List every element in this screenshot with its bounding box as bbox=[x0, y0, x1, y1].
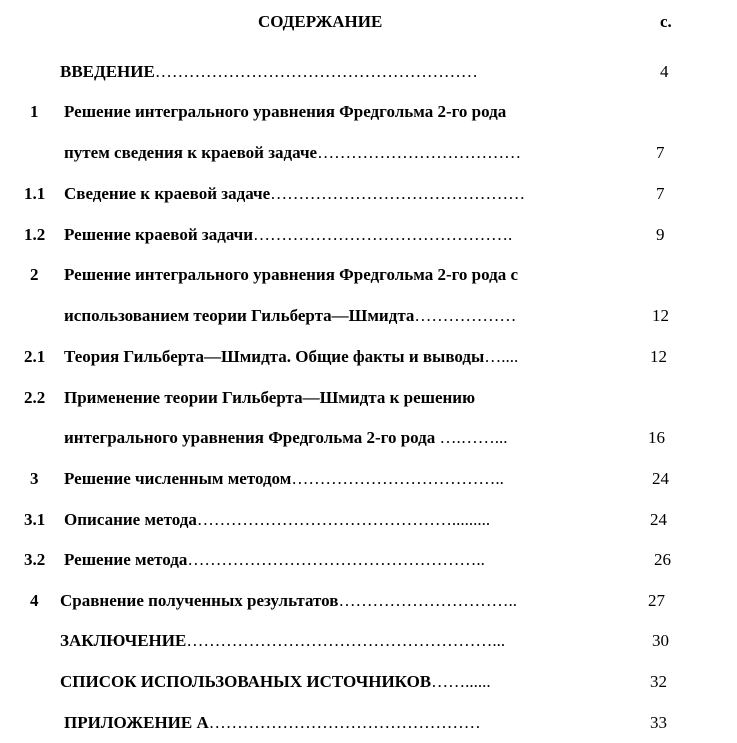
toc-entry-leader: ….... bbox=[484, 347, 519, 366]
toc-entry-page: 12 bbox=[650, 347, 667, 366]
toc-entry-number: 2.2 bbox=[24, 388, 46, 407]
toc-entry-section-4[interactable] bbox=[60, 591, 517, 611]
toc-entry-text: Сравнение полученных результатов bbox=[60, 591, 339, 610]
toc-entry-number: 2.1 bbox=[24, 347, 46, 366]
toc-entry-page: 7 bbox=[656, 184, 665, 203]
toc-entry-text: Описание метода bbox=[64, 510, 197, 529]
toc-entry-section-1-cont[interactable] bbox=[64, 143, 521, 163]
toc-entry-number: 3 bbox=[30, 469, 39, 488]
toc-entry-text: использованием теории Гильберта—Шмидта bbox=[64, 306, 415, 325]
toc-entry-section-3-2[interactable] bbox=[64, 550, 485, 570]
toc-entry-section-2-2[interactable] bbox=[64, 388, 475, 408]
toc-entry-number: 1.1 bbox=[24, 184, 46, 203]
toc-entry-text: Решение краевой задачи bbox=[64, 225, 254, 244]
toc-entry-section-1-1[interactable] bbox=[64, 184, 525, 204]
toc-entry-text: Решение численным методом bbox=[64, 469, 292, 488]
toc-entry-leader: ……………………………………… bbox=[270, 184, 526, 203]
toc-entry-section-2-1[interactable] bbox=[64, 347, 518, 367]
toc-entry-appendix-a[interactable] bbox=[64, 713, 481, 733]
toc-entry-leader: ………………………………………......... bbox=[196, 510, 491, 529]
toc-entry-page: 24 bbox=[650, 510, 667, 529]
toc-entry-number: 3.2 bbox=[24, 550, 46, 569]
toc-entry-section-1-2[interactable] bbox=[64, 225, 512, 245]
toc-entry-text: Решение интегрального уравнения Фредгольма 2-го рода bbox=[64, 102, 507, 121]
toc-entry-text: ЗАКЛЮЧЕНИЕ bbox=[60, 631, 187, 650]
toc-entry-page: 24 bbox=[652, 469, 669, 488]
toc-title: СОДЕРЖАНИЕ bbox=[258, 12, 383, 31]
toc-entry-leader: ……………… bbox=[414, 306, 517, 325]
toc-entry-references[interactable] bbox=[60, 672, 491, 692]
toc-entry-leader: …………………………………………….. bbox=[187, 550, 485, 569]
toc-entry-section-2-cont[interactable] bbox=[64, 306, 516, 326]
toc-entry-text: ВВЕДЕНИЕ bbox=[60, 62, 155, 81]
toc-entry-text: путем сведения к краевой задаче bbox=[64, 143, 318, 162]
toc-entry-number: 1.2 bbox=[24, 225, 46, 244]
toc-entry-leader: ……………………………… bbox=[317, 143, 522, 162]
toc-entry-section-2-2-cont[interactable] bbox=[64, 428, 508, 448]
toc-entry-leader: ………………………………………. bbox=[253, 225, 513, 244]
toc-entry-section-2[interactable] bbox=[64, 265, 518, 285]
toc-entry-text: Решение метода bbox=[64, 550, 188, 569]
toc-entry-page: 9 bbox=[656, 225, 665, 244]
toc-entry-leader: ………………………………………………... bbox=[186, 631, 506, 650]
toc-entry-page: 33 bbox=[650, 713, 667, 732]
toc-entry-page: 16 bbox=[648, 428, 665, 447]
toc-entry-conclusion[interactable] bbox=[60, 631, 505, 651]
toc-entry-text: Решение интегрального уравнения Фредгольма 2-го рода с bbox=[64, 265, 519, 284]
toc-entry-page: 32 bbox=[650, 672, 667, 691]
toc-entry-number: 3.1 bbox=[24, 510, 46, 529]
toc-entry-text: Применение теории Гильберта—Шмидта к решению bbox=[64, 388, 476, 407]
page-column-label: с. bbox=[660, 12, 672, 31]
toc-entry-text: Теория Гильберта—Шмидта. Общие факты и выводы bbox=[64, 347, 485, 366]
toc-entry-leader: ………………………………………… bbox=[208, 713, 481, 732]
toc-entry-introduction[interactable] bbox=[60, 62, 478, 82]
toc-entry-text: ПРИЛОЖЕНИЕ А bbox=[64, 713, 209, 732]
toc-entry-text: интегрального уравнения Фредгольма 2-го рода bbox=[64, 428, 436, 447]
toc-entry-page: 4 bbox=[660, 62, 669, 81]
toc-entry-section-3[interactable] bbox=[64, 469, 504, 489]
toc-entry-section-1[interactable] bbox=[64, 102, 506, 122]
toc-entry-leader: ………………………………………………… bbox=[154, 62, 478, 81]
toc-entry-leader: ……...... bbox=[431, 672, 491, 691]
toc-entry-leader: ….……... bbox=[435, 428, 508, 447]
toc-entry-page: 12 bbox=[652, 306, 669, 325]
toc-entry-page: 7 bbox=[656, 143, 665, 162]
toc-entry-leader: ………………………….. bbox=[338, 591, 517, 610]
toc-entry-number: 2 bbox=[30, 265, 39, 284]
toc-entry-text: СПИСОК ИСПОЛЬЗОВАНЫХ ИСТОЧНИКОВ bbox=[60, 672, 432, 691]
toc-entry-number: 1 bbox=[30, 102, 39, 121]
toc-entry-text: Сведение к краевой задаче bbox=[64, 184, 271, 203]
toc-entry-number: 4 bbox=[30, 591, 39, 610]
toc-entry-page: 26 bbox=[654, 550, 671, 569]
toc-entry-section-3-1[interactable] bbox=[64, 510, 490, 530]
toc-entry-leader: ……………………………….. bbox=[291, 469, 504, 488]
toc-entry-page: 30 bbox=[652, 631, 669, 650]
toc-entry-page: 27 bbox=[648, 591, 665, 610]
